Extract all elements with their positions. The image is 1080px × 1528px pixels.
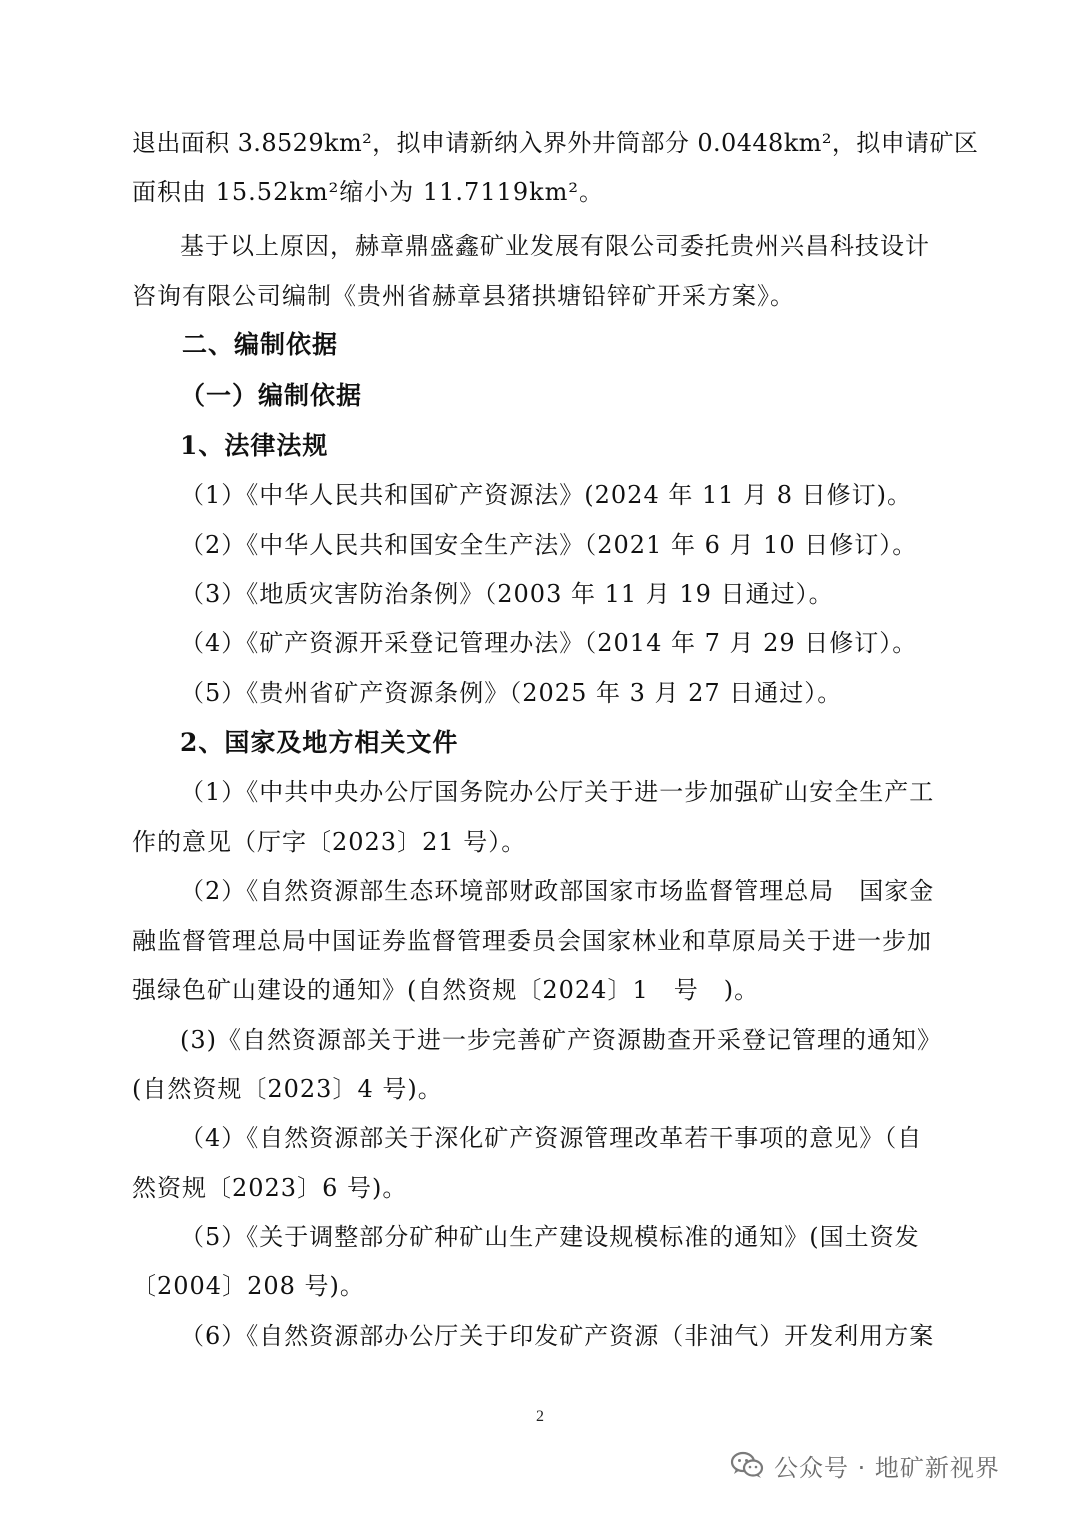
list-item: （2）《自然资源部生态环境部财政部国家市场监督管理总局 国家金	[180, 877, 935, 905]
list-item: 作的意见（厅字〔2023〕21 号）。	[132, 828, 527, 856]
subsection-heading: 2、国家及地方相关文件	[180, 728, 459, 757]
watermark-text: 公众号 · 地矿新视界	[774, 1453, 1000, 1482]
list-item: (自然资规〔2023〕4 号)。	[132, 1075, 443, 1103]
list-item: 〔2004〕208 号)。	[132, 1272, 365, 1300]
list-item: 融监督管理总局中国证券监督管理委员会国家林业和草原局关于进一步加	[132, 927, 932, 955]
list-item: (3)《自然资源部关于进一步完善矿产资源勘查开采登记管理的通知》	[180, 1026, 942, 1054]
list-item: （5）《关于调整部分矿种矿山生产建设规模标准的通知》(国土资发	[180, 1223, 920, 1251]
subsection-heading: （一）编制依据	[180, 381, 363, 410]
body-line: 退出面积 3.8529km²，拟申请新纳入界外井筒部分 0.0448km²，拟申请矿区	[132, 129, 979, 157]
body-line: 面积由 15.52km²缩小为 11.7119km²。	[132, 178, 605, 206]
list-item: （1）《中共中央办公厅国务院办公厅关于进一步加强矿山安全生产工	[180, 778, 935, 806]
list-item: （1）《中华人民共和国矿产资源法》(2024 年 11 月 8 日修订)。	[180, 481, 913, 509]
subsection-heading: 1、法律法规	[180, 431, 329, 460]
page-number: 2	[536, 1408, 544, 1425]
list-item: （3）《地质灾害防治条例》（2003 年 11 月 19 日通过）。	[180, 580, 834, 608]
list-item: （4）《矿产资源开采登记管理办法》（2014 年 7 月 29 日修订）。	[180, 629, 918, 657]
list-item: 强绿色矿山建设的通知》(自然资规〔2024〕1 号 )。	[132, 976, 760, 1004]
body-line: 基于以上原因，赫章鼎盛鑫矿业发展有限公司委托贵州兴昌科技设计	[180, 232, 930, 260]
body-line: 咨询有限公司编制《贵州省赫章县猪拱塘铅锌矿开采方案》。	[132, 282, 795, 310]
section-heading: 二、编制依据	[182, 330, 339, 359]
list-item: （6）《自然资源部办公厅关于印发矿产资源（非油气）开发利用方案	[180, 1322, 935, 1350]
list-item: 然资规〔2023〕6 号)。	[132, 1174, 408, 1202]
list-item: （2）《中华人民共和国安全生产法》（2021 年 6 月 10 日修订）。	[180, 531, 918, 559]
list-item: （5）《贵州省矿产资源条例》（2025 年 3 月 27 日通过）。	[180, 679, 843, 707]
list-item: （4）《自然资源部关于深化矿产资源管理改革若干事项的意见》（自	[180, 1124, 923, 1152]
watermark	[730, 1445, 1000, 1485]
wechat-icon	[730, 1450, 764, 1480]
